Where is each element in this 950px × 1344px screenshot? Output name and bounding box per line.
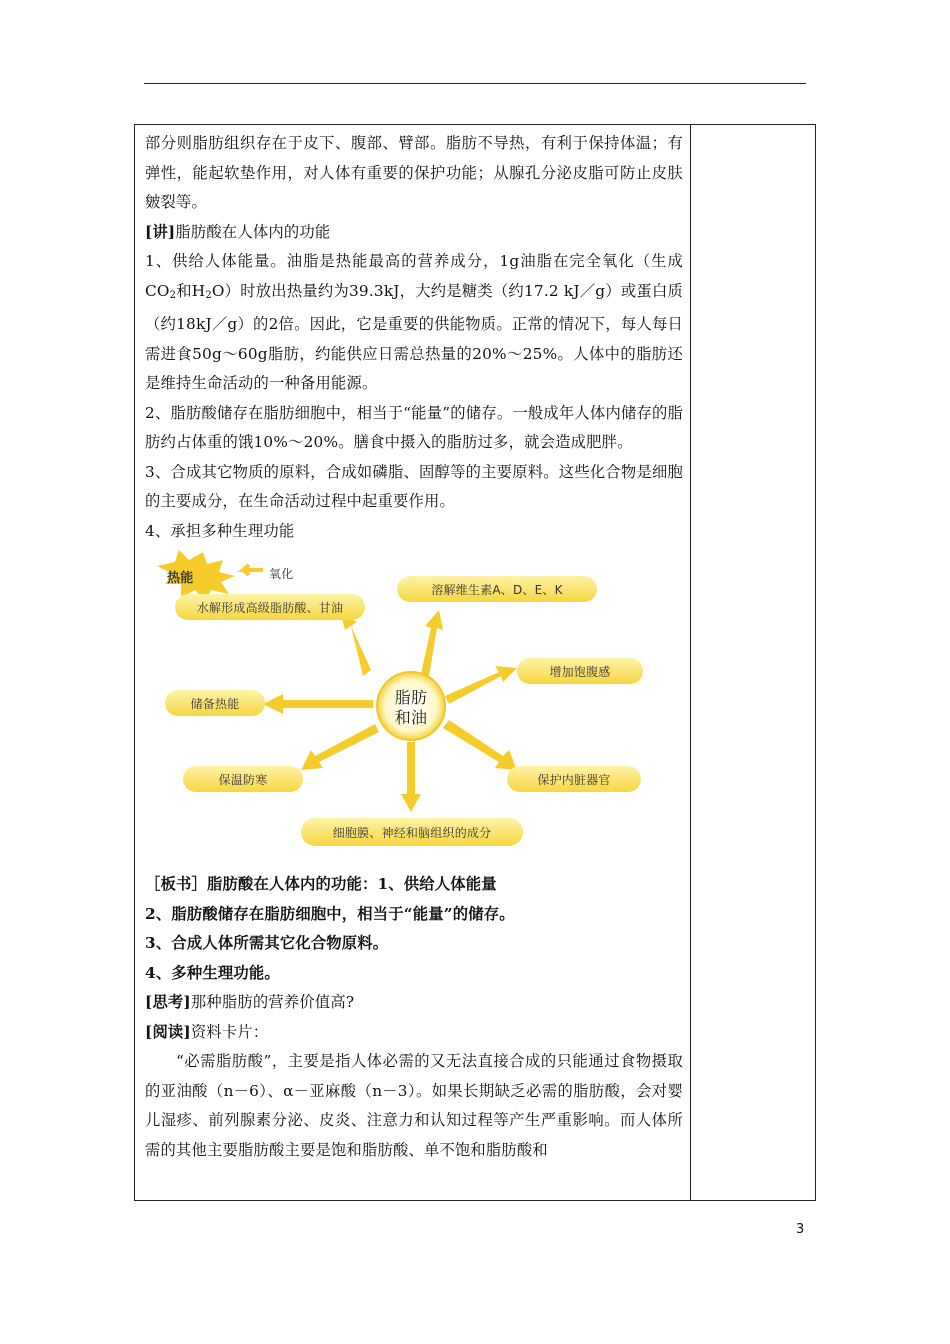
paragraph-think [145, 988, 683, 1018]
node-organs [507, 766, 641, 792]
lecture-tag: [讲] [145, 222, 176, 241]
node-organs-label: 保护内脏器官 [537, 773, 611, 787]
node-satiety [517, 658, 643, 684]
think-tag: [思考] [145, 993, 191, 1011]
board-line-1: ［板书］脂肪酸在人体内的功能：1、供给人体能量 [145, 875, 497, 893]
think-text: 那种脂肪的营养价值高? [190, 993, 355, 1011]
heat-label: 热能 [167, 571, 194, 586]
energy-text-part2: 和H [176, 281, 206, 300]
oxidation-arrow [243, 565, 263, 575]
arrow-satiety [445, 666, 517, 704]
co2-subscript: 2 [169, 289, 177, 301]
paragraph-lecture-heading [145, 218, 683, 248]
center-label-line1: 脂肪 [394, 688, 428, 707]
node-hydrolysis [175, 594, 365, 620]
board-line-2: 2、脂肪酸储存在脂肪细胞中，相当于“能量”的储存。 [145, 904, 515, 923]
node-membrane-label: 细胞膜、神经和脑组织的成分 [332, 826, 492, 840]
arrow-hydrolysis [341, 614, 371, 676]
fat-function-diagram [145, 548, 683, 866]
node-storage-label: 储备热能 [190, 697, 240, 711]
node-storage [165, 690, 265, 716]
paragraph-fat-tissue: 部分则脂肪组织存在于皮下、腹部、臂部。脂肪不导热，有利于保持体温；有弹性，能起软垫作用，对人体有重要的保护功能；从腺孔分泌皮脂可防止皮肤皴裂等。 [145, 134, 683, 211]
arrow-vitamins [421, 610, 443, 676]
read-tag: [阅读] [145, 1022, 191, 1041]
page-number: 3 [796, 1222, 805, 1237]
paragraph-read [145, 1018, 683, 1048]
read-text: 资料卡片： [190, 1022, 269, 1041]
arrow-organs [443, 720, 517, 770]
paragraph-data-card: “必需脂肪酸”，主要是指人体必需的又无法直接合成的只能通过食物摄取的亚油酸（n－6）、α－亚麻酸（n－3）。如果长期缺乏必需的脂肪酸，会对婴儿湿疹、前列腺素分泌、皮炎、注意力和认知过程等产生严重影响。而人体所需的其他主要脂肪酸主要是饱和脂肪酸、单不饱和脂肪酸和 [145, 1052, 683, 1159]
energy-text-part3: O）时放出热量约为39.3kJ，大约是糖类（约17.2 kJ／g）或蛋白质（约18kJ／g）的2倍。因此，它是重要的供能物质。正常的情况下，每人每日需进食50g～60g脂肪，约能供应日需总热量的20%～25%。人体中的脂肪还是维持生命活动的一种备用能源。 [145, 281, 683, 392]
oxidation-label: 氧化 [269, 567, 294, 581]
lesson-table [134, 124, 816, 1201]
paragraph-synthesis: 3、合成其它物质的原料，合成如磷脂、固醇等的主要原料。这些化合物是细胞的主要成分，在生命活动过程中起重要作用。 [145, 462, 683, 510]
lesson-content [145, 129, 683, 1165]
energy-text-part1: 1、供给人体能量。油脂是热能最高的营养成分，1g油脂在完全氧化（生成CO [145, 252, 683, 300]
arrow-warmth [301, 724, 379, 770]
h2o-subscript: 2 [205, 289, 212, 301]
paragraph-energy-supply [145, 247, 683, 399]
paragraph-storage: 2、脂肪酸储存在脂肪细胞中，相当于“能量”的储存。一般成年人体内储存的脂肪约占体重的饿10%～20%。膳食中摄入的脂肪过多，就会造成肥胖。 [145, 403, 683, 451]
center-label-line2: 和油 [394, 708, 428, 727]
node-warmth [183, 766, 303, 792]
node-warmth-label: 保温防寒 [218, 773, 268, 787]
column-divider [690, 125, 691, 1200]
node-hydrolysis-label: 水解形成高级脂肪酸、甘油 [196, 601, 344, 615]
board-line-4: 4、多种生理功能。 [145, 963, 280, 982]
node-membrane [301, 818, 523, 846]
node-vitamins-label: 溶解维生素A、D、E、K [431, 583, 563, 597]
node-vitamins [397, 576, 597, 602]
board-line-3: 3、合成人体所需其它化合物原料。 [145, 934, 389, 952]
lecture-title: 脂肪酸在人体内的功能 [175, 222, 331, 241]
node-satiety-label: 增加饱腹感 [549, 665, 611, 679]
arrow-storage [263, 694, 373, 714]
header-rule [144, 83, 806, 84]
arrow-membrane [401, 742, 421, 812]
paragraph-physiological: 4、承担多种生理功能 [145, 521, 295, 540]
